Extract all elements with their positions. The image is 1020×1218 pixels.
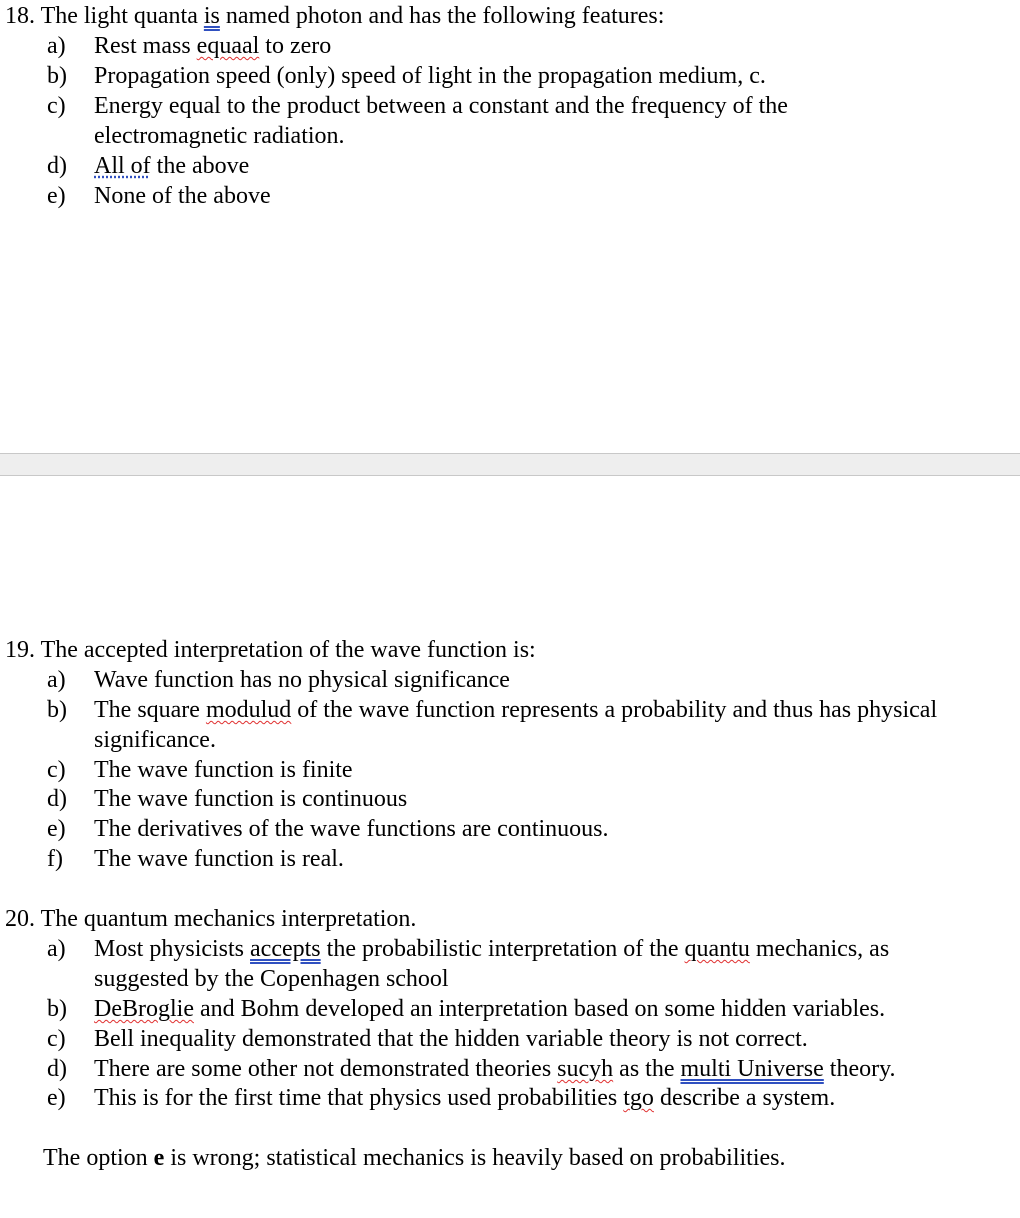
option-text-part: to zero [259, 33, 332, 59]
option-letter: e) [47, 1085, 66, 1111]
option-text-part: Most physicists [94, 936, 251, 962]
spelling-error: equaal [196, 33, 260, 59]
option-text-part: theory. [823, 1056, 896, 1082]
option-b-text: Propagation speed (only) speed of light in the propagation medium, c. [94, 63, 766, 89]
spelling-error: sucyh [557, 1056, 614, 1082]
option-letter: e) [47, 183, 66, 209]
option-letter: d) [47, 786, 67, 812]
question-18-title [5, 1, 664, 31]
option-letter: b) [47, 996, 67, 1022]
spelling-error: quantu [684, 936, 750, 962]
option-text-part: and Bohm developed an interpretation based on some hidden variables. [193, 996, 886, 1022]
option-letter: a) [47, 33, 66, 59]
option-b-text [94, 994, 885, 1024]
grammar-flag: multi Universe [680, 1056, 824, 1082]
option-c-text: Bell inequality demonstrated that the hidden variable theory is not correct. [94, 1026, 808, 1052]
option-text-part: The square [94, 697, 206, 723]
answer-text: The option [43, 1145, 154, 1171]
option-letter: a) [47, 936, 66, 962]
option-text-part: This is for the first time that physics used probabilities [94, 1085, 624, 1111]
option-f-text: The wave function is real. [94, 846, 344, 872]
option-text-part: Rest mass [94, 33, 197, 59]
option-d-text: The wave function is continuous [94, 786, 408, 812]
option-a-text [94, 934, 889, 964]
grammar-flag: is [203, 3, 220, 29]
option-c-text: Energy equal to the product between a constant and the frequency of the [94, 93, 788, 119]
option-b-text-cont: significance. [94, 727, 216, 753]
option-letter: f) [47, 846, 63, 872]
option-e-text [94, 1083, 835, 1113]
option-e-text: None of the above [94, 183, 271, 209]
spelling-error: tgo [623, 1085, 654, 1111]
option-text-part: of the wave function represents a probability and thus has physical [291, 697, 938, 723]
option-text-part: the above [150, 153, 250, 179]
option-letter: e) [47, 816, 66, 842]
option-e-text: The derivatives of the wave functions are continuous. [94, 816, 609, 842]
option-letter: c) [47, 93, 66, 119]
question-19-title: 19. The accepted interpretation of the wave function is: [5, 637, 536, 663]
option-a-text-cont: suggested by the Copenhagen school [94, 966, 449, 992]
option-d-text [94, 1054, 896, 1084]
option-a-text: Wave function has no physical significance [94, 667, 510, 693]
option-letter: d) [47, 1056, 67, 1082]
answer-text-end: is wrong; statistical mechanics is heavily based on probabilities. [164, 1145, 786, 1171]
option-letter: b) [47, 697, 67, 723]
option-a-text [94, 31, 331, 61]
answer-note [43, 1143, 786, 1173]
option-d-text [94, 151, 249, 181]
spelling-error: DeBroglie [94, 996, 194, 1022]
option-letter: a) [47, 667, 66, 693]
option-letter: c) [47, 1026, 66, 1052]
grammar-flag: All of [94, 153, 151, 179]
option-letter: c) [47, 757, 66, 783]
option-text-part: as the [613, 1056, 681, 1082]
question-20-title: 20. The quantum mechanics interpretation. [5, 906, 417, 932]
option-letter: d) [47, 153, 67, 179]
option-letter: b) [47, 63, 67, 89]
option-text-part: the probabilistic interpretation of the [320, 936, 685, 962]
option-text-part: describe a system. [653, 1085, 836, 1111]
page-break [0, 453, 1020, 476]
option-text-part: There are some other not demonstrated theories [94, 1056, 558, 1082]
option-text-part: mechanics, as [749, 936, 890, 962]
option-c-text: The wave function is finite [94, 757, 353, 783]
question-18-title-text: 18. The light quanta [5, 3, 204, 29]
option-c-text-cont: electromagnetic radiation. [94, 123, 345, 149]
option-b-text [94, 695, 937, 725]
answer-option: e [153, 1145, 165, 1171]
grammar-flag: accepts [250, 936, 321, 962]
question-18-title-text-end: named photon and has the following features: [219, 3, 665, 29]
spelling-error: modulud [205, 697, 292, 723]
